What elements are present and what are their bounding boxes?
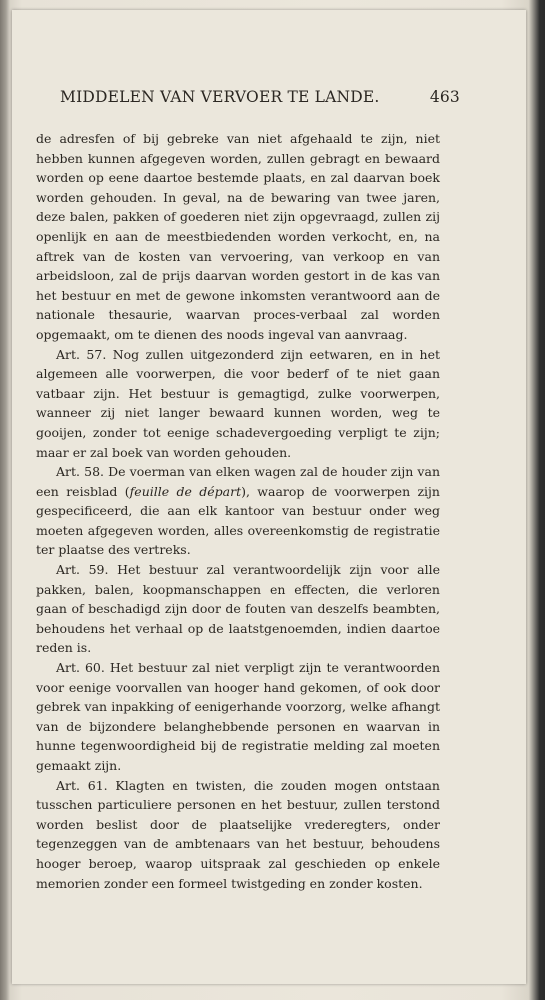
body-text bbox=[36, 129, 440, 893]
article-58 bbox=[36, 462, 440, 560]
page-header bbox=[60, 88, 460, 106]
article-58-text-a: Art. 58. De voerman van elken wagen zal de houder zijn van een reisblad ( bbox=[36, 464, 440, 499]
running-title: MIDDELEN VAN VERVOER TE LANDE. bbox=[60, 88, 380, 106]
article-59: Art. 59. Het bestuur zal verantwoordelijk zijn voor alle pakken, balen, koopmanschappen en effecten, die verloren gaan of beschadigd zijn door de fouten van deszelfs beambten, behoudens het verhaal op de laatstgenoemden, indien daartoe reden is. bbox=[36, 562, 440, 656]
article-57: Art. 57. Nog zullen uitgezonderd zijn eetwaren, en in het algemeen alle voorwerpen, die voor bederf of te niet gaan vatbaar zijn. Het bestuur is gemagtigd, zulke voorwerpen, wanneer zij niet langer bewaard kunnen worden, weg te gooijen, zonder tot eenige schadevergoeding verpligt te zijn; maar er zal boek van worden gehouden. bbox=[36, 346, 440, 460]
article-60: Art. 60. Het bestuur zal niet verpligt zijn te verantwoorden voor eenige voorvallen van hooger hand gekomen, of ook door gebrek van inpakking of eenigerhande voorzorg, welke afhangt van de bijzondere belanghebbende personen en waarvan in hunne tegenwoordigheid bij de registratie melding zal moeten gemaakt zijn. bbox=[36, 660, 440, 773]
page-number: 463 bbox=[429, 88, 460, 106]
article-58-italic-term: feuille de départ bbox=[129, 483, 242, 499]
book-page bbox=[12, 10, 526, 984]
article-61: Art. 61. Klagten en twisten, die zouden mogen ontstaan tusschen particuliere personen en het bestuur, zullen terstond worden beslist door de plaatselijke vrederegters, onder tegenzeggen van de ambtenaars van het bestuur, behoudens hooger beroep, waarop uitspraak zal geschieden op enkele memorien zonder een formeel twistgeding en zonder kosten. bbox=[36, 777, 440, 891]
paragraph-continuation: de adresfen of bij gebreke van niet afgehaald te zijn, niet hebben kunnen afgegeven worden, zullen gebragt en bewaard worden op eene daartoe bestemde plaats, en zal daarvan boek worden gehouden. In geval, na de bewaring van twee jaren, deze balen, pakken of goederen niet zijn opgevraagd, zullen zij openlijk en aan de meestbiedenden worden verkocht, en, na aftrek van de kosten van vervoering, van verkoop en van arbeidsloon, zal de prijs daarvan worden gestort in de kas van het bestuur en met de gewone inkomsten verantwoord aan de nationale thesaurie, waarvan proces-verbaal zal worden opgemaakt, om te dienen des noods ingeval van aanvraag. bbox=[36, 131, 440, 342]
article-58-text-b: ), waarop de voorwerpen zijn gespecificeerd, die aan elk kantoor van bestuur onder weg moeten afgegeven worden, alles overeenkomstig de registratie ter plaatse des vertreks. bbox=[36, 483, 440, 558]
